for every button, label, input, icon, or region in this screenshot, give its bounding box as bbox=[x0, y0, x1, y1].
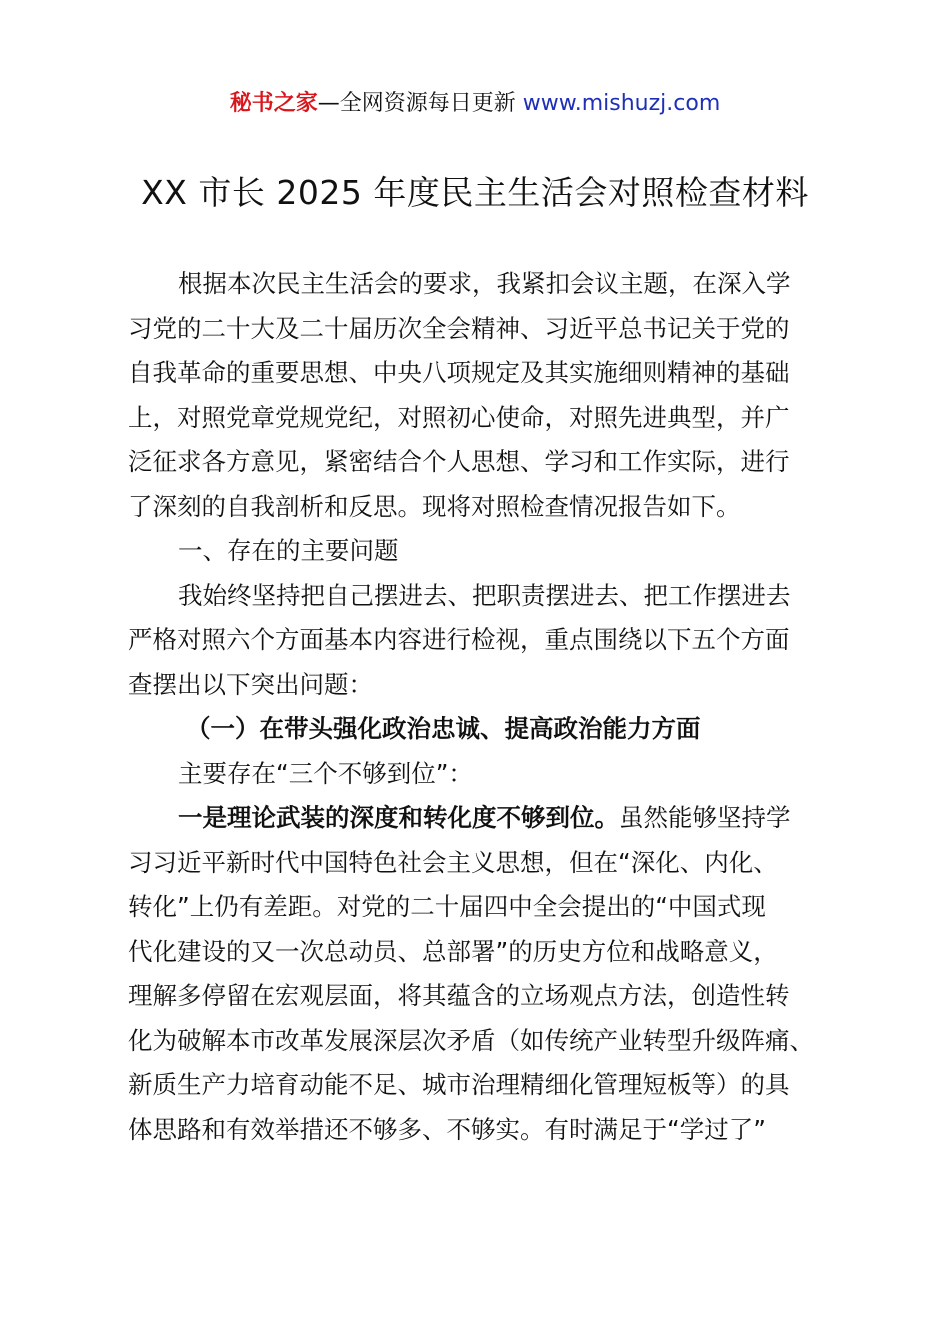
paragraph-line: 体思路和有效举措还不够多、不够实。有时满足于“学过了” bbox=[128, 1114, 766, 1144]
paragraph-line: 新质生产力培育动能不足、城市治理精细化管理短板等）的具 bbox=[128, 1070, 790, 1099]
paragraph-line: 理解多停留在宏观层面，将其蕴含的立场观点方法，创造性转 bbox=[128, 981, 790, 1010]
section-heading: 一、存在的主要问题 bbox=[178, 536, 399, 565]
paragraph-line: 严格对照六个方面基本内容进行检视，重点围绕以下五个方面 bbox=[128, 625, 790, 654]
paragraph-line: 查摆出以下突出问题： bbox=[128, 669, 373, 699]
paragraph-line: 主要存在“三个不够到位”： bbox=[178, 758, 473, 788]
paragraph-line: 转化”上仍有差距。对党的二十届四中全会提出的“中国式现 bbox=[128, 892, 766, 921]
paragraph-line: 我始终坚持把自己摆进去、把职责摆进去、把工作摆进去 bbox=[178, 580, 791, 610]
paragraph-line: 化为破解本市改革发展深层次矛盾（如传统产业转型升级阵痛、 bbox=[128, 1025, 814, 1055]
paragraph-line: 根据本次民主生活会的要求，我紧扣会议主题，在深入学 bbox=[178, 269, 791, 298]
point-text: 虽然能够坚持学 bbox=[619, 803, 791, 832]
site-header bbox=[0, 86, 950, 122]
paragraph-line: 习党的二十大及二十届历次全会精神、习近平总书记关于党的 bbox=[128, 313, 790, 343]
site-tagline: —全网资源每日更新 bbox=[317, 91, 523, 116]
paragraph-line: 上，对照党章党规党纪，对照初心使命，对照先进典型，并广 bbox=[128, 402, 790, 432]
paragraph-line: 习习近平新时代中国特色社会主义思想，但在“深化、内化、 bbox=[128, 847, 778, 877]
paragraph-line: 了深刻的自我剖析和反思。现将对照检查情况报告如下。 bbox=[128, 491, 741, 521]
paragraph-line: 代化建设的又一次总动员、总部署”的历史方位和战略意义， bbox=[128, 936, 778, 966]
paragraph-line: 自我革命的重要思想、中央八项规定及其实施细则精神的基础 bbox=[128, 358, 790, 387]
paragraph-line: 泛征求各方意见，紧密结合个人思想、学习和工作实际，进行 bbox=[128, 447, 790, 476]
site-url-link[interactable]: www.mishuzj.com bbox=[522, 91, 721, 116]
document-body bbox=[128, 262, 848, 1152]
document-title: XX 市长 2025 年度民主生活会对照检查材料 bbox=[141, 173, 809, 212]
paragraph-line bbox=[128, 796, 848, 841]
site-brand: 秘书之家 bbox=[229, 91, 318, 116]
point-heading: 一是理论武装的深度和转化度不够到位。 bbox=[178, 803, 619, 832]
subsection-heading: （一）在带头强化政治忠诚、提高政治能力方面 bbox=[186, 714, 701, 743]
